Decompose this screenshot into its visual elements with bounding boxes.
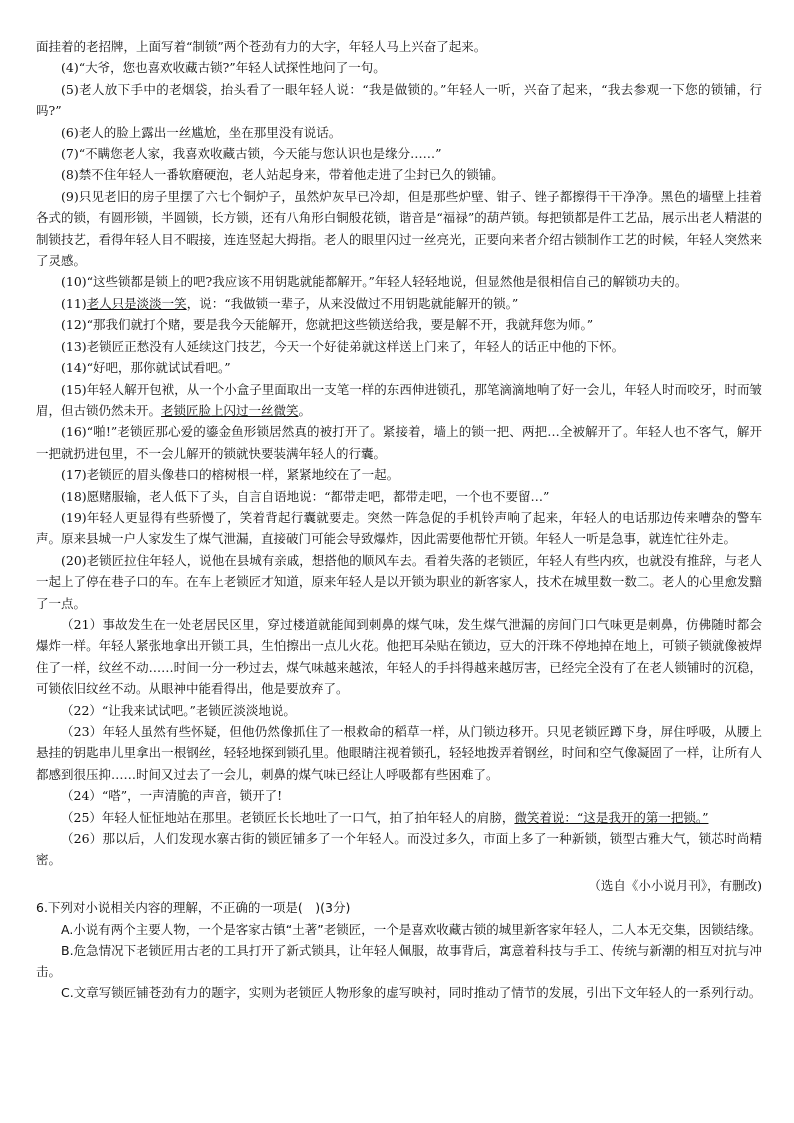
story-paragraph-22: （22）“让我来试试吧。”老锁匠淡淡地说。 xyxy=(61,702,296,718)
source-citation: （选自《小小说月刊》，有删改) xyxy=(588,877,762,893)
question-stem: 6.下列对小说相关内容的理解，不正确的一项是( )(3分) xyxy=(36,900,351,916)
p15-end: 。 xyxy=(298,402,312,418)
p11-underlined-phrase: 老人只是淡淡一笑 xyxy=(86,295,187,311)
story-paragraph-25 xyxy=(36,807,762,828)
story-paragraph-14: (14)“好吧，那你就试试看吧。” xyxy=(61,360,231,376)
p15-text: (15)年轻人解开包袱，从一个小盒子里面取出一支笔一样的东西伸进锁孔，那笔滴滴地响了好一会儿，年轻人时而咬牙，时而皱眉，但古锁仍然未开。 xyxy=(36,381,762,418)
story-paragraph-10: (10)“这些锁都是锁上的吧?我应该不用钥匙就能都解开。”年轻人轻轻地说，但显然他是很相信自己的解锁功夫的。 xyxy=(61,274,688,290)
story-paragraph-15 xyxy=(36,379,762,422)
story-paragraph-6: (6)老人的脸上露出一丝尴尬，坐在那里没有说话。 xyxy=(61,124,342,140)
story-paragraph-26: （26）那以后，人们发现水寨古街的锁匠铺多了一个年轻人。而没过多久，市面上多了一种新锁，锁型古雅大气，锁芯时尚精密。 xyxy=(36,831,762,868)
p25-underlined-quote: 微笑着说：“这是我开的第一把锁。” xyxy=(514,809,709,825)
story-paragraph-13: (13)老锁匠正愁没有人延续这门技艺，今天一个好徒弟就这样送上门来了，年轻人的话正中他的下怀。 xyxy=(61,338,625,354)
question-option-a: A.小说有两个主要人物，一个是客家古镇“土著”老锁匠，一个是喜欢收藏古锁的城里新客家年轻人，二人本无交集，因锁结缘。 xyxy=(61,921,762,937)
story-paragraph-17: (17)老锁匠的眉头像巷口的榕树根一样，紧紧地绞在了一起。 xyxy=(61,467,400,483)
story-paragraph-19: (19)年轻人更显得有些骄慢了，笑着背起行囊就要走。突然一阵急促的手机铃声响了起来，年轻人的电话那边传来嘈杂的警车声。原来县城一户人家发生了煤气泄漏，直接破门可能会导致爆炸，因此需要他帮忙开锁。年轻人一听是急事，就连忙往外走。 xyxy=(36,509,762,547)
story-paragraph-12: (12)“那我们就打个赌，要是我今天能解开，您就把这些锁送给我，要是解不开，我就拜您为师。” xyxy=(61,317,594,333)
document-page xyxy=(36,36,762,1003)
story-paragraph-8: (8)禁不住年轻人一番软磨硬泡，老人站起身来，带着他走进了尘封已久的锁铺。 xyxy=(61,167,504,183)
p11-rest: ，说：“我做锁一辈子，从来没做过不用钥匙就能解开的锁。” xyxy=(186,295,519,311)
question-option-b: B.危急情况下老锁匠用古老的工具打开了新式锁具，让年轻人佩服，故事背后，寓意着科技与手工、传统与新潮的相互对抗与冲击。 xyxy=(36,942,762,979)
story-paragraph-23: （23）年轻人虽然有些怀疑，但他仍然像抓住了一根救命的稻草一样，从门锁边移开。只见老锁匠蹲下身，屏住呼吸，从腰上悬挂的钥匙串儿里拿出一根钢丝，轻轻地探到锁孔里。他眼睛注视着锁孔，轻轻地拨弄着钢丝，时间和空气像凝固了一样，让所有人都感到很压抑……时间又过去了一会儿，刺鼻的煤气味已经让人呼吸都有些困难了。 xyxy=(36,724,762,782)
story-paragraph-7: (7)“不瞒您老人家，我喜欢收藏古锁，今天能与您认识也是缘分……” xyxy=(61,146,442,162)
question-option-c: C.文章写锁匠铺苍劲有力的题字，实则为老锁匠人物形象的虚写映衬，同时推动了情节的发展，引出下文年轻人的一系列行动。 xyxy=(61,984,762,1000)
story-paragraph-intro: 面挂着的老招牌，上面写着“制锁”两个苍劲有力的大字，年轻人马上兴奋了起来。 xyxy=(36,39,487,54)
p15-underlined-phrase: 老锁匠脸上闪过一丝微笑 xyxy=(161,402,299,418)
p11-number: (11) xyxy=(61,295,87,311)
p25-text: （25）年轻人怔怔地站在那里。老锁匠长长地吐了一口气，拍了拍年轻人的肩膀， xyxy=(61,809,515,825)
story-paragraph-9: (9)只见老旧的房子里摆了六七个铜炉子，虽然炉灰早已冷却，但是那些炉壁、钳子、锉子都擦得干干净净。黑色的墙壁上挂着各式的锁，有圆形锁，半圆锁，长方锁，还有八角形白铜般花锁，谐音是“福禄”的葫芦锁。每把锁都是件工艺品，展示出老人精湛的制锁技艺，看得年轻人目不暇接，连连竖起大拇指。老人的眼里闪过一丝亮光，正要向来者介绍古锁制作工艺的时候，年轻人突然来了灵感。 xyxy=(36,188,762,269)
story-paragraph-21: （21）事故发生在一处老居民区里，穿过楼道就能闻到刺鼻的煤气味，发生煤气泄漏的房间门口气味更是刺鼻，仿佛随时都会爆炸一样。年轻人紧张地拿出开锁工具，生怕擦出一点儿火花。他把耳朵贴在锁边，豆大的汗珠不停地掉在地上，可锁子锁就像被焊住了一样，纹丝不动……时间一分一秒过去，煤气味越来越浓，年轻人的手抖得越来越厉害，已经完全没有了在老人锁铺时的沉稳，可锁依旧纹丝不动。从眼神中能看得出，他是要放弃了。 xyxy=(36,616,762,697)
story-paragraph-16: (16)“啪!”老锁匠那心爱的鎏金鱼形锁居然真的被打开了。紧接着，墙上的锁一把、两把…全被解开了。年轻人也不客气，解开一把就扔进包里，不一会儿解开的锁就快要装满年轻人的行囊。 xyxy=(36,424,762,461)
story-paragraph-20: (20)老锁匠拉住年轻人，说他在县城有亲戚，想搭他的顺风车去。看着失落的老锁匠，年轻人有些内疚，也就没有推辞，与老人一起上了停在巷子口的车。在车上老锁匠才知道，原来年轻人是以开锁为职业的新客家人，技术在城里数一数二。老人的心里愈发黯了一点。 xyxy=(36,552,762,611)
story-paragraph-24: （24）“嗒”，一声清脆的声音，锁开了! xyxy=(61,788,283,804)
story-paragraph-18: (18)愿赌服输，老人低下了头，自言自语地说：“都带走吧，都带走吧，一个也不要留…” xyxy=(61,488,550,504)
story-paragraph-5: (5)老人放下手中的老烟袋，抬头看了一眼年轻人说：“我是做锁的。”年轻人一听，兴奋了起来，“我去参观一下您的锁铺，行吗?” xyxy=(36,81,762,119)
story-paragraph-4: (4)“大爷，您也喜欢收藏古锁?”年轻人试探性地问了一句。 xyxy=(61,60,386,76)
story-paragraph-11 xyxy=(36,293,762,314)
